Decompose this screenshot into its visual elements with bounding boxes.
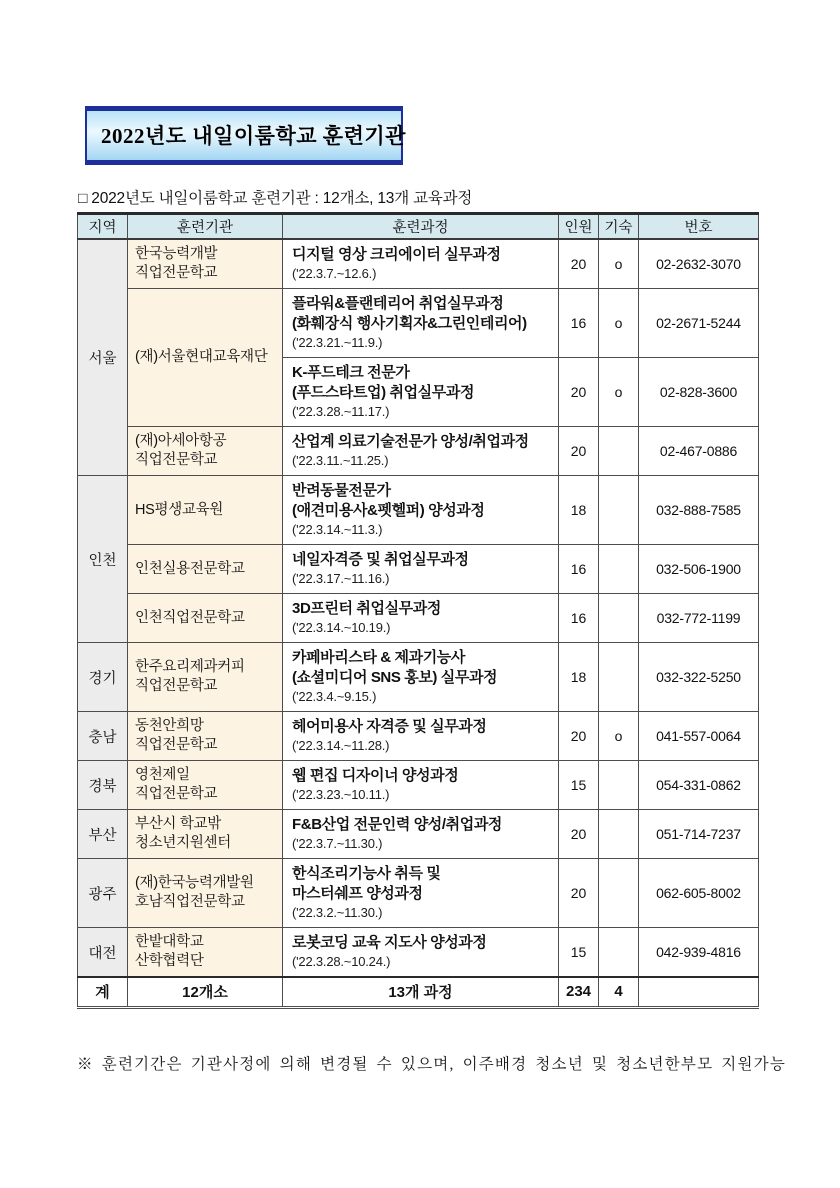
title-banner [85,106,406,165]
table-row [78,594,759,643]
course-title-line: 카페바리스타 & 제과기능사 [292,649,465,666]
course-period: ('22.3.28.~10.24.) [292,954,391,969]
col-header-dorm: 기숙 [599,214,639,240]
course-title-line: (화훼장식 행사기획자&그린인테리어) [292,315,527,332]
course-cell [283,810,559,859]
region-cell: 경기 [78,643,128,712]
institution-line: 한밭대학교 [135,934,204,950]
phone-cell: 054-331-0862 [639,761,759,810]
institution-cell [128,859,283,928]
institution-line: 직업전문학교 [135,678,218,694]
total-row [78,977,759,1007]
table-row [78,289,759,358]
course-title-line: 웹 편집 디자이너 양성과정 [292,767,459,784]
capacity-cell: 15 [559,761,599,810]
course-title-line: K-푸드테크 전문가 [292,364,410,381]
region-cell: 인천 [78,476,128,643]
course-title-line: 3D프린터 취업실무과정 [292,600,441,617]
course-cell [283,289,559,358]
course-title-line: 산업계 의료기술전문가 양성/취업과정 [292,433,529,450]
capacity-cell: 20 [559,712,599,761]
col-header-phone: 번호 [639,214,759,240]
course-title-line: (애견미용사&펫헬퍼) 양성과정 [292,502,485,519]
course-title-line: 헤어미용사 자격증 및 실무과정 [292,718,487,735]
course-cell [283,761,559,810]
phone-cell: 042-939-4816 [639,928,759,978]
region-cell: 충남 [78,712,128,761]
course-period: ('22.3.14.~11.28.) [292,738,390,753]
course-title-line: 한식조리기능사 취득 및 [292,865,441,882]
course-period: ('22.3.11.~11.25.) [292,453,389,468]
dorm-cell [599,427,639,476]
institution-line: 인천실용전문학교 [135,560,245,577]
capacity-cell: 16 [559,289,599,358]
total-label: 계 [78,977,128,1007]
institution-line: 부산시 학교밖 [135,816,221,832]
course-cell [283,712,559,761]
institution-line: 직업전문학교 [135,265,218,281]
institution-line: 산학협력단 [135,953,204,969]
course-cell [283,594,559,643]
phone-cell: 032-506-1900 [639,545,759,594]
course-period: ('22.3.7.~11.30.) [292,836,383,851]
capacity-cell: 16 [559,545,599,594]
table-row [78,643,759,712]
course-cell [283,476,559,545]
table-row [78,712,759,761]
course-title-line: 로봇코딩 교육 지도사 양성과정 [292,934,487,951]
phone-cell: 032-888-7585 [639,476,759,545]
table-body [78,239,759,977]
capacity-cell: 20 [559,358,599,427]
course-cell [283,427,559,476]
dorm-cell [599,594,639,643]
capacity-cell: 20 [559,810,599,859]
institution-line: 인천직업전문학교 [135,609,245,626]
phone-cell: 041-557-0064 [639,712,759,761]
institution-line: 한국능력개발 [135,246,218,262]
institution-line: (재)아세아항공 [135,433,227,449]
table-row [78,810,759,859]
capacity-cell: 20 [559,239,599,289]
course-period: ('22.3.14.~10.19.) [292,620,391,635]
phone-cell: 032-772-1199 [639,594,759,643]
dorm-cell: o [599,239,639,289]
col-header-capacity: 인원 [559,214,599,240]
course-cell [283,358,559,427]
course-cell [283,928,559,978]
col-header-region: 지역 [78,214,128,240]
course-title-line: 마스터쉐프 양성과정 [292,885,423,902]
institution-line: (재)서울현대교육재단 [135,349,268,365]
footnote: ※ 훈련기간은 기관사정에 의해 변경될 수 있으며, 이주배경 청소년 및 청소년한부모 지원가능 [77,1056,787,1073]
institution-cell [128,928,283,978]
course-cell [283,859,559,928]
dorm-cell [599,810,639,859]
dorm-cell [599,859,639,928]
dorm-cell [599,928,639,978]
subtitle: □ 2022년도 내일이룸학교 훈련기관 : 12개소, 13개 교육과정 [78,190,473,207]
institution-cell [128,476,283,545]
total-phone [639,977,759,1007]
capacity-cell: 18 [559,476,599,545]
table-row [78,545,759,594]
course-period: ('22.3.28.~11.17.) [292,404,390,419]
institution-cell [128,545,283,594]
region-cell: 광주 [78,859,128,928]
col-header-institution: 훈련기관 [128,214,283,240]
table-row [78,928,759,978]
dorm-cell: o [599,289,639,358]
table-row [78,427,759,476]
institution-line: 한주요리제과커피 [135,659,245,675]
total-courses: 13개 과정 [283,977,559,1007]
dorm-cell [599,761,639,810]
course-cell [283,239,559,289]
institution-line: 직업전문학교 [135,737,218,753]
region-cell: 대전 [78,928,128,978]
institution-cell [128,594,283,643]
table-row [78,239,759,289]
training-table [77,212,759,1009]
institution-line: 영천제일 [135,767,190,783]
course-title-line: 네일자격증 및 취업실무과정 [292,551,469,568]
institution-cell [128,289,283,427]
capacity-cell: 16 [559,594,599,643]
phone-cell: 062-605-8002 [639,859,759,928]
phone-cell: 02-2671-5244 [639,289,759,358]
course-title-line: 디지털 영상 크리에이터 실무과정 [292,246,501,263]
phone-cell: 032-322-5250 [639,643,759,712]
course-title-line: 반려동물전문가 [292,482,391,499]
course-title-line: F&B산업 전문인력 양성/취업과정 [292,816,503,833]
total-dorm: 4 [599,977,639,1007]
phone-cell: 02-2632-3070 [639,239,759,289]
institution-line: 호남직업전문학교 [135,894,245,910]
region-cell: 부산 [78,810,128,859]
phone-cell: 02-828-3600 [639,358,759,427]
course-period: ('22.3.14.~11.3.) [292,522,383,537]
dorm-cell [599,476,639,545]
total-institutions: 12개소 [128,977,283,1007]
page-title: 2022년도 내일이룸학교 훈련기관 [101,124,406,148]
course-cell [283,545,559,594]
course-period: ('22.3.4.~9.15.) [292,689,377,704]
capacity-cell: 18 [559,643,599,712]
institution-cell [128,810,283,859]
course-period: ('22.3.21.~11.9.) [292,335,383,350]
institution-line: HS평생교육원 [135,501,224,518]
institution-line: 직업전문학교 [135,452,218,468]
course-period: ('22.3.7.~12.6.) [292,266,377,281]
dorm-cell [599,643,639,712]
course-period: ('22.3.23.~10.11.) [292,787,390,802]
course-title-line: (푸드스타트업) 취업실무과정 [292,384,475,401]
institution-cell [128,712,283,761]
region-cell: 경북 [78,761,128,810]
table-row [78,859,759,928]
capacity-cell: 20 [559,427,599,476]
dorm-cell: o [599,712,639,761]
institution-line: 동천안희망 [135,718,204,734]
table-row [78,761,759,810]
table-row [78,476,759,545]
institution-cell [128,643,283,712]
institution-line: 청소년지원센터 [135,835,231,851]
capacity-cell: 20 [559,859,599,928]
course-period: ('22.3.2.~11.30.) [292,905,383,920]
institution-cell [128,427,283,476]
col-header-course: 훈련과정 [283,214,559,240]
phone-cell: 051-714-7237 [639,810,759,859]
region-cell: 서울 [78,239,128,476]
institution-cell [128,761,283,810]
institution-cell [128,239,283,289]
capacity-cell: 15 [559,928,599,978]
total-capacity: 234 [559,977,599,1007]
institution-line: (재)한국능력개발원 [135,875,254,891]
header-row [78,214,759,240]
dorm-cell [599,545,639,594]
course-title-line: 플라워&플랜테리어 취업실무과정 [292,295,504,312]
course-period: ('22.3.17.~11.16.) [292,571,390,586]
institution-line: 직업전문학교 [135,786,218,802]
course-title-line: (쇼셜미디어 SNS 홍보) 실무과정 [292,669,498,686]
dorm-cell: o [599,358,639,427]
course-cell [283,643,559,712]
phone-cell: 02-467-0886 [639,427,759,476]
